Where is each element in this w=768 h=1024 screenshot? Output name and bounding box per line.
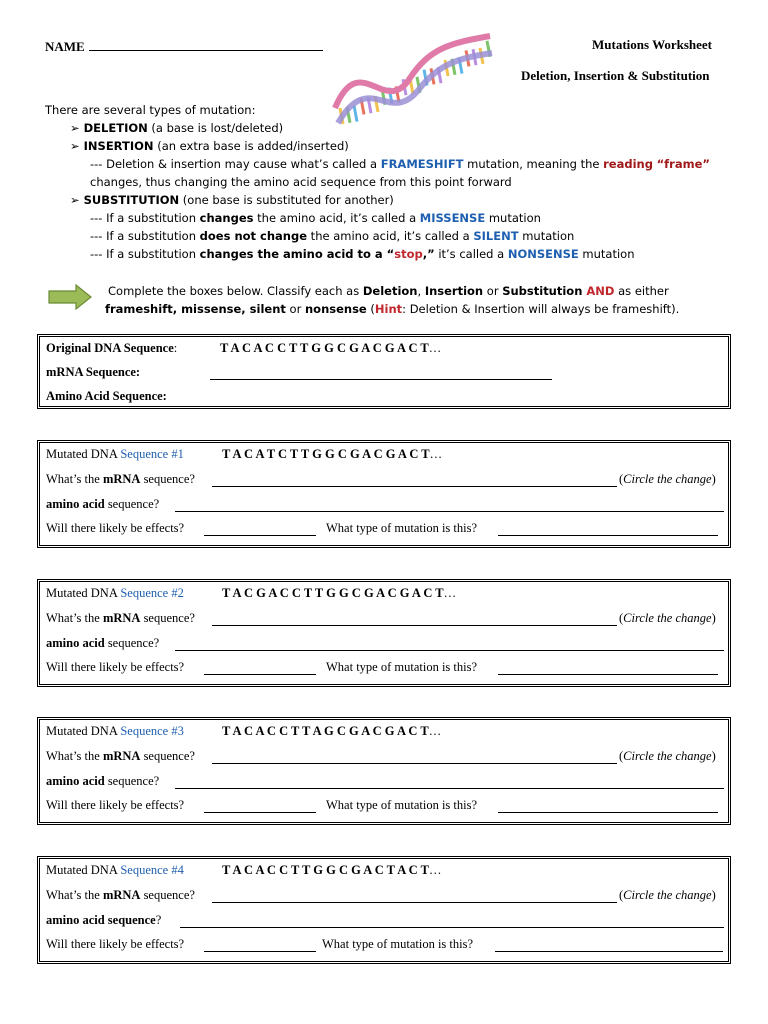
mrna-answer-blank[interactable] — [212, 763, 617, 764]
nonsense-bold2: ,” — [422, 247, 435, 261]
substitution-item — [70, 193, 394, 207]
instr-substitution: Substitution — [502, 284, 583, 298]
amino-answer-blank[interactable] — [175, 511, 724, 512]
deletion-term: DELETION — [83, 121, 148, 135]
original-dna-label: Original DNA Sequence — [46, 341, 174, 355]
insertion-desc: (an extra base is added/inserted) — [153, 139, 349, 153]
mutation-box — [37, 579, 731, 687]
amino-q-bold: amino acid sequence — [46, 913, 156, 927]
circle-change-text: Circle the change — [623, 888, 712, 902]
nonsense-pre: --- If a substitution — [90, 247, 200, 261]
amino-question — [46, 497, 159, 512]
instr-deletion: Deletion — [362, 284, 418, 298]
mutated-dna-row — [46, 586, 184, 601]
mutated-sequence-row — [222, 447, 442, 462]
nonsense-term: NONSENSE — [507, 247, 579, 261]
original-dna-colon: : — [173, 341, 178, 355]
amino-question — [46, 636, 159, 651]
frameshift-line — [90, 157, 710, 171]
mutated-dna-label: Mutated DNA — [46, 724, 121, 738]
name-label: NAME — [45, 39, 85, 54]
mutation-box — [37, 856, 731, 964]
mutated-dna-sequence: T A C A C C T T G G C G A C T A C T — [222, 863, 429, 877]
bullet-arrow-icon: ➢ — [70, 139, 80, 153]
silent-bold: does not change — [199, 229, 308, 243]
amino-answer-blank[interactable] — [175, 788, 724, 789]
missense-post: mutation — [485, 211, 541, 225]
worksheet-subtitle: Deletion, Insertion & Substitution — [521, 68, 710, 83]
mrna-question — [46, 749, 195, 764]
original-dna-box — [37, 334, 731, 409]
name-blank[interactable] — [89, 37, 323, 51]
instr-paren: ( — [366, 302, 375, 316]
instr-or2: or — [285, 302, 305, 316]
mutated-sequence-row — [222, 724, 441, 739]
insertion-term: INSERTION — [83, 139, 154, 153]
type-answer-blank[interactable] — [498, 535, 718, 536]
effects-question: Will there likely be effects? — [46, 660, 185, 674]
original-dna-sequence: T A C A C C T T G G C G A C G A C T — [220, 341, 429, 355]
circle-change-note: (Circle the change) — [619, 749, 716, 763]
instr-and: AND — [582, 284, 615, 298]
mrna-question — [46, 888, 195, 903]
amino-q-post: sequence? — [104, 497, 160, 511]
reading-word: reading — [603, 157, 653, 171]
type-question: What type of mutation is this? — [326, 660, 478, 674]
bullet-arrow-icon: ➢ — [70, 193, 80, 207]
mrna-q-post: sequence? — [140, 888, 195, 902]
frameshift-term: FRAMESHIFT — [380, 157, 464, 171]
mrna-answer-blank[interactable] — [212, 486, 617, 487]
frameshift-pre: --- Deletion & insertion may cause what’s called a — [90, 157, 381, 171]
mrna-q-bold: mRNA — [102, 472, 141, 486]
instr-insertion: Insertion — [424, 284, 484, 298]
instr-pre: Complete the boxes below. Classify each as — [108, 284, 363, 298]
original-dna-row — [46, 341, 177, 356]
ellipsis: … — [428, 341, 442, 355]
mrna-answer-blank[interactable] — [212, 625, 617, 626]
mrna-q-pre: What’s the — [46, 749, 103, 763]
circle-change-note: (Circle the change) — [619, 611, 716, 625]
effects-answer-blank[interactable] — [204, 812, 316, 813]
amino-q-mark: ? — [155, 913, 162, 927]
effects-question: Will there likely be effects? — [46, 521, 185, 535]
sequence-number: Sequence #1 — [120, 447, 184, 461]
mrna-q-pre: What’s the — [46, 611, 103, 625]
mutated-dna-row — [46, 447, 184, 462]
mrna-q-post: sequence? — [140, 472, 195, 486]
instructions-line2 — [105, 302, 679, 316]
type-answer-blank[interactable] — [495, 951, 723, 952]
mrna-q-bold: mRNA — [102, 749, 141, 763]
amino-answer-blank[interactable] — [180, 927, 724, 928]
missense-bold: changes — [199, 211, 254, 225]
instr-hint: Hint — [374, 302, 403, 316]
mutated-sequence-row — [222, 863, 441, 878]
type-question: What type of mutation is this? — [326, 521, 478, 535]
substitution-term: SUBSTITUTION — [83, 193, 180, 207]
circle-change-text: Circle the change — [623, 472, 712, 486]
deletion-item — [70, 121, 283, 135]
silent-term: SILENT — [473, 229, 519, 243]
missense-pre: --- If a substitution — [90, 211, 200, 225]
intro-lead: There are several types of mutation: — [45, 103, 256, 117]
arrow-right-icon — [48, 284, 92, 310]
mutated-dna-label: Mutated DNA — [46, 863, 121, 877]
stop-word: stop — [394, 247, 423, 261]
ellipsis: … — [443, 586, 457, 600]
type-question: What type of mutation is this? — [326, 798, 478, 812]
frameshift-cont: changes, thus changing the amino acid sequence from this point forward — [90, 175, 512, 189]
ellipsis: … — [429, 447, 443, 461]
dna-rung — [354, 106, 357, 122]
mutated-dna-sequence: T A C A C C T T A G C G A C G A C T — [222, 724, 429, 738]
amino-question — [46, 913, 161, 928]
type-answer-blank[interactable] — [498, 812, 718, 813]
nonsense-line — [90, 247, 635, 261]
frame-word: “frame” — [656, 157, 710, 171]
mutated-dna-row — [46, 724, 184, 739]
effects-question: Will there likely be effects? — [46, 798, 185, 812]
mrna-sequence-blank[interactable] — [210, 379, 552, 380]
ellipsis: … — [428, 863, 442, 877]
missense-line — [90, 211, 541, 225]
instr-hint-text: : Deletion & Insertion will always be frameshift). — [402, 302, 680, 316]
dna-helix-image — [330, 28, 495, 128]
mrna-q-pre: What’s the — [46, 472, 103, 486]
deletion-desc: (a base is lost/deleted) — [147, 121, 284, 135]
amino-q-bold: amino acid — [46, 774, 105, 788]
insertion-item — [70, 139, 349, 153]
type-question: What type of mutation is this? — [322, 937, 474, 951]
mrna-q-post: sequence? — [140, 611, 195, 625]
instr-nonsense: nonsense — [304, 302, 367, 316]
amino-q-post: sequence? — [104, 636, 160, 650]
name-field — [45, 37, 323, 55]
mrna-q-post: sequence? — [140, 749, 195, 763]
instr-as-either: as either — [614, 284, 669, 298]
sequence-number: Sequence #4 — [120, 863, 184, 877]
instr-comma: , — [417, 284, 425, 298]
type-answer-blank[interactable] — [498, 674, 718, 675]
mutated-dna-sequence: T A C G A C C T T G G C G A C G A C T — [222, 586, 444, 600]
mrna-question — [46, 611, 195, 626]
frameshift-mid: mutation, meaning the — [463, 157, 604, 171]
amino-question — [46, 774, 159, 789]
nonsense-mid: it’s called a — [434, 247, 508, 261]
circle-change-note: (Circle the change) — [619, 472, 716, 486]
effects-answer-blank[interactable] — [204, 951, 316, 952]
mrna-question — [46, 472, 195, 487]
silent-line — [90, 229, 574, 243]
nonsense-post: mutation — [578, 247, 635, 261]
nonsense-bold: changes the amino acid to a “ — [199, 247, 395, 261]
mrna-sequence-label: mRNA Sequence: — [46, 365, 141, 379]
amino-answer-blank[interactable] — [175, 650, 724, 651]
mrna-answer-blank[interactable] — [212, 902, 617, 903]
silent-mid: the amino acid, it’s called a — [307, 229, 474, 243]
instr-or: or — [483, 284, 503, 298]
mutated-dna-sequence: T A C A T C T T G G C G A C G A C T — [222, 447, 430, 461]
silent-pre: --- If a substitution — [90, 229, 200, 243]
amino-q-post: sequence? — [104, 774, 160, 788]
sequence-number: Sequence #3 — [120, 724, 184, 738]
bullet-arrow-icon: ➢ — [70, 121, 80, 135]
amino-acid-sequence-label: Amino Acid Sequence: — [46, 389, 167, 403]
sequence-number: Sequence #2 — [120, 586, 184, 600]
missense-mid: the amino acid, it’s called a — [253, 211, 420, 225]
instr-terms: frameshift, missense, silent — [105, 302, 286, 316]
original-dna-sequence-row — [220, 341, 441, 356]
ellipsis: … — [428, 724, 442, 738]
amino-q-bold: amino acid — [46, 636, 105, 650]
mutated-dna-row — [46, 863, 184, 878]
silent-post: mutation — [518, 229, 575, 243]
mrna-q-bold: mRNA — [102, 611, 141, 625]
mrna-q-bold: mRNA — [102, 888, 141, 902]
missense-term: MISSENSE — [419, 211, 486, 225]
substitution-desc: (one base is substituted for another) — [179, 193, 394, 207]
effects-question: Will there likely be effects? — [46, 937, 185, 951]
effects-answer-blank[interactable] — [204, 674, 316, 675]
circle-change-text: Circle the change — [623, 611, 712, 625]
amino-q-bold: amino acid — [46, 497, 105, 511]
worksheet-title: Mutations Worksheet — [592, 37, 713, 52]
mutated-dna-label: Mutated DNA — [46, 586, 121, 600]
mutated-sequence-row — [222, 586, 456, 601]
circle-change-note: (Circle the change) — [619, 888, 716, 902]
instructions-line1 — [108, 284, 669, 298]
mrna-q-pre: What’s the — [46, 888, 103, 902]
circle-change-text: Circle the change — [623, 749, 712, 763]
effects-answer-blank[interactable] — [204, 535, 316, 536]
mutated-dna-label: Mutated DNA — [46, 447, 121, 461]
mutation-box — [37, 440, 731, 548]
mutation-box — [37, 717, 731, 825]
